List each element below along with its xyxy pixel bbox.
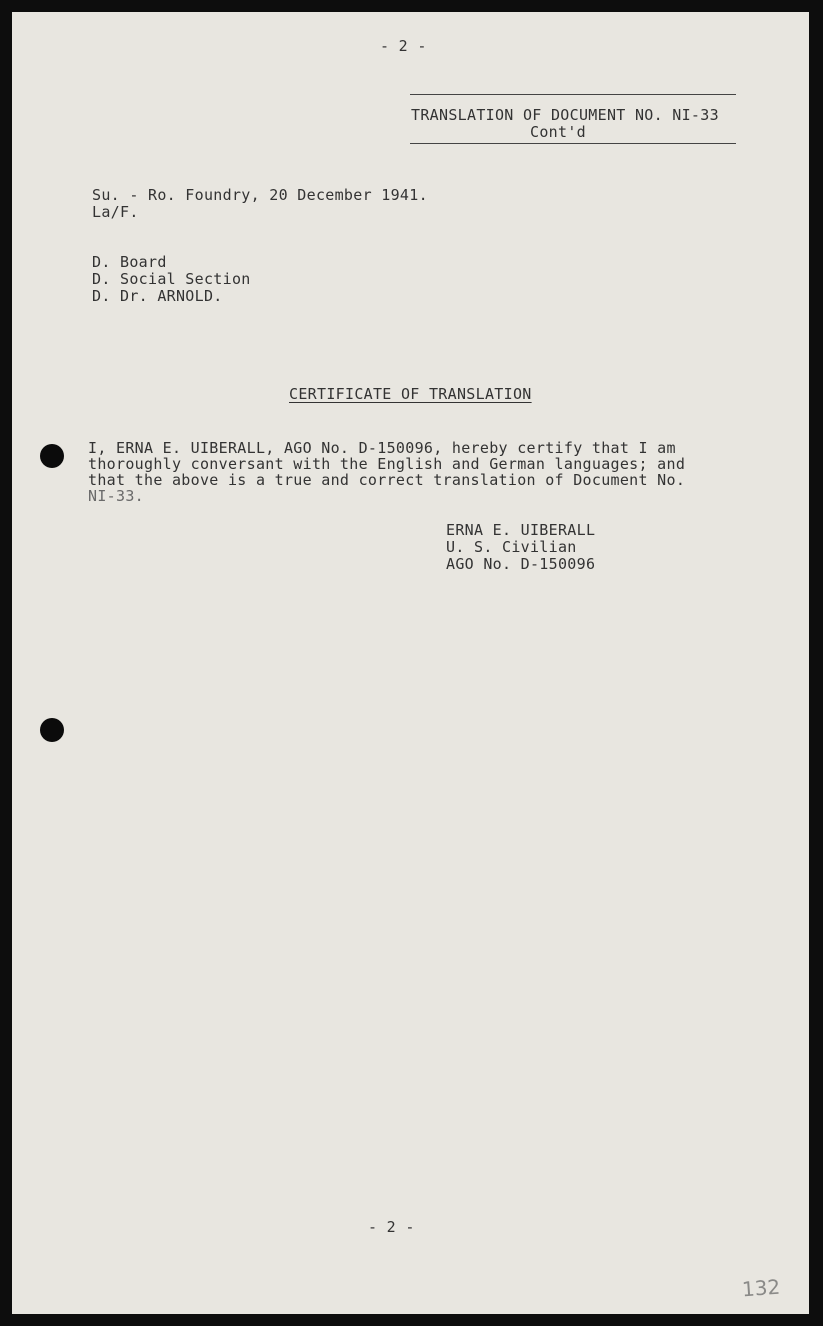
- signature-ago: AGO No. D-150096: [446, 555, 596, 573]
- page-number-top: - 2 -: [380, 37, 427, 55]
- certificate-body-line: NI-33.: [88, 487, 144, 505]
- signature-title: U. S. Civilian: [446, 538, 577, 556]
- certificate-body-line: that the above is a true and correct translation of Document No.: [88, 471, 686, 489]
- header-contd: Cont'd: [530, 123, 586, 141]
- header-title: TRANSLATION OF DOCUMENT NO. NI-33: [411, 106, 719, 124]
- certificate-body-line: I, ERNA E. UIBERALL, AGO No. D-150096, hereby certify that I am: [88, 439, 676, 457]
- distribution-item: D. Social Section: [92, 270, 251, 288]
- sender-line: Su. - Ro. Foundry, 20 December 1941.: [92, 186, 428, 204]
- certificate-body-line: thoroughly conversant with the English and German languages; and: [88, 455, 686, 473]
- header-rule-top: [410, 94, 736, 95]
- punch-hole: [40, 444, 64, 468]
- distribution-item: D. Board: [92, 253, 167, 271]
- header-rule-bottom: [410, 143, 736, 144]
- distribution-item: D. Dr. ARNOLD.: [92, 287, 223, 305]
- sender-initials: La/F.: [92, 203, 139, 221]
- certificate-title: CERTIFICATE OF TRANSLATION: [289, 385, 532, 403]
- page-number-bottom: - 2 -: [368, 1218, 415, 1236]
- punch-hole: [40, 718, 64, 742]
- signature-name: ERNA E. UIBERALL: [446, 521, 596, 539]
- archive-number: 132: [741, 1274, 781, 1302]
